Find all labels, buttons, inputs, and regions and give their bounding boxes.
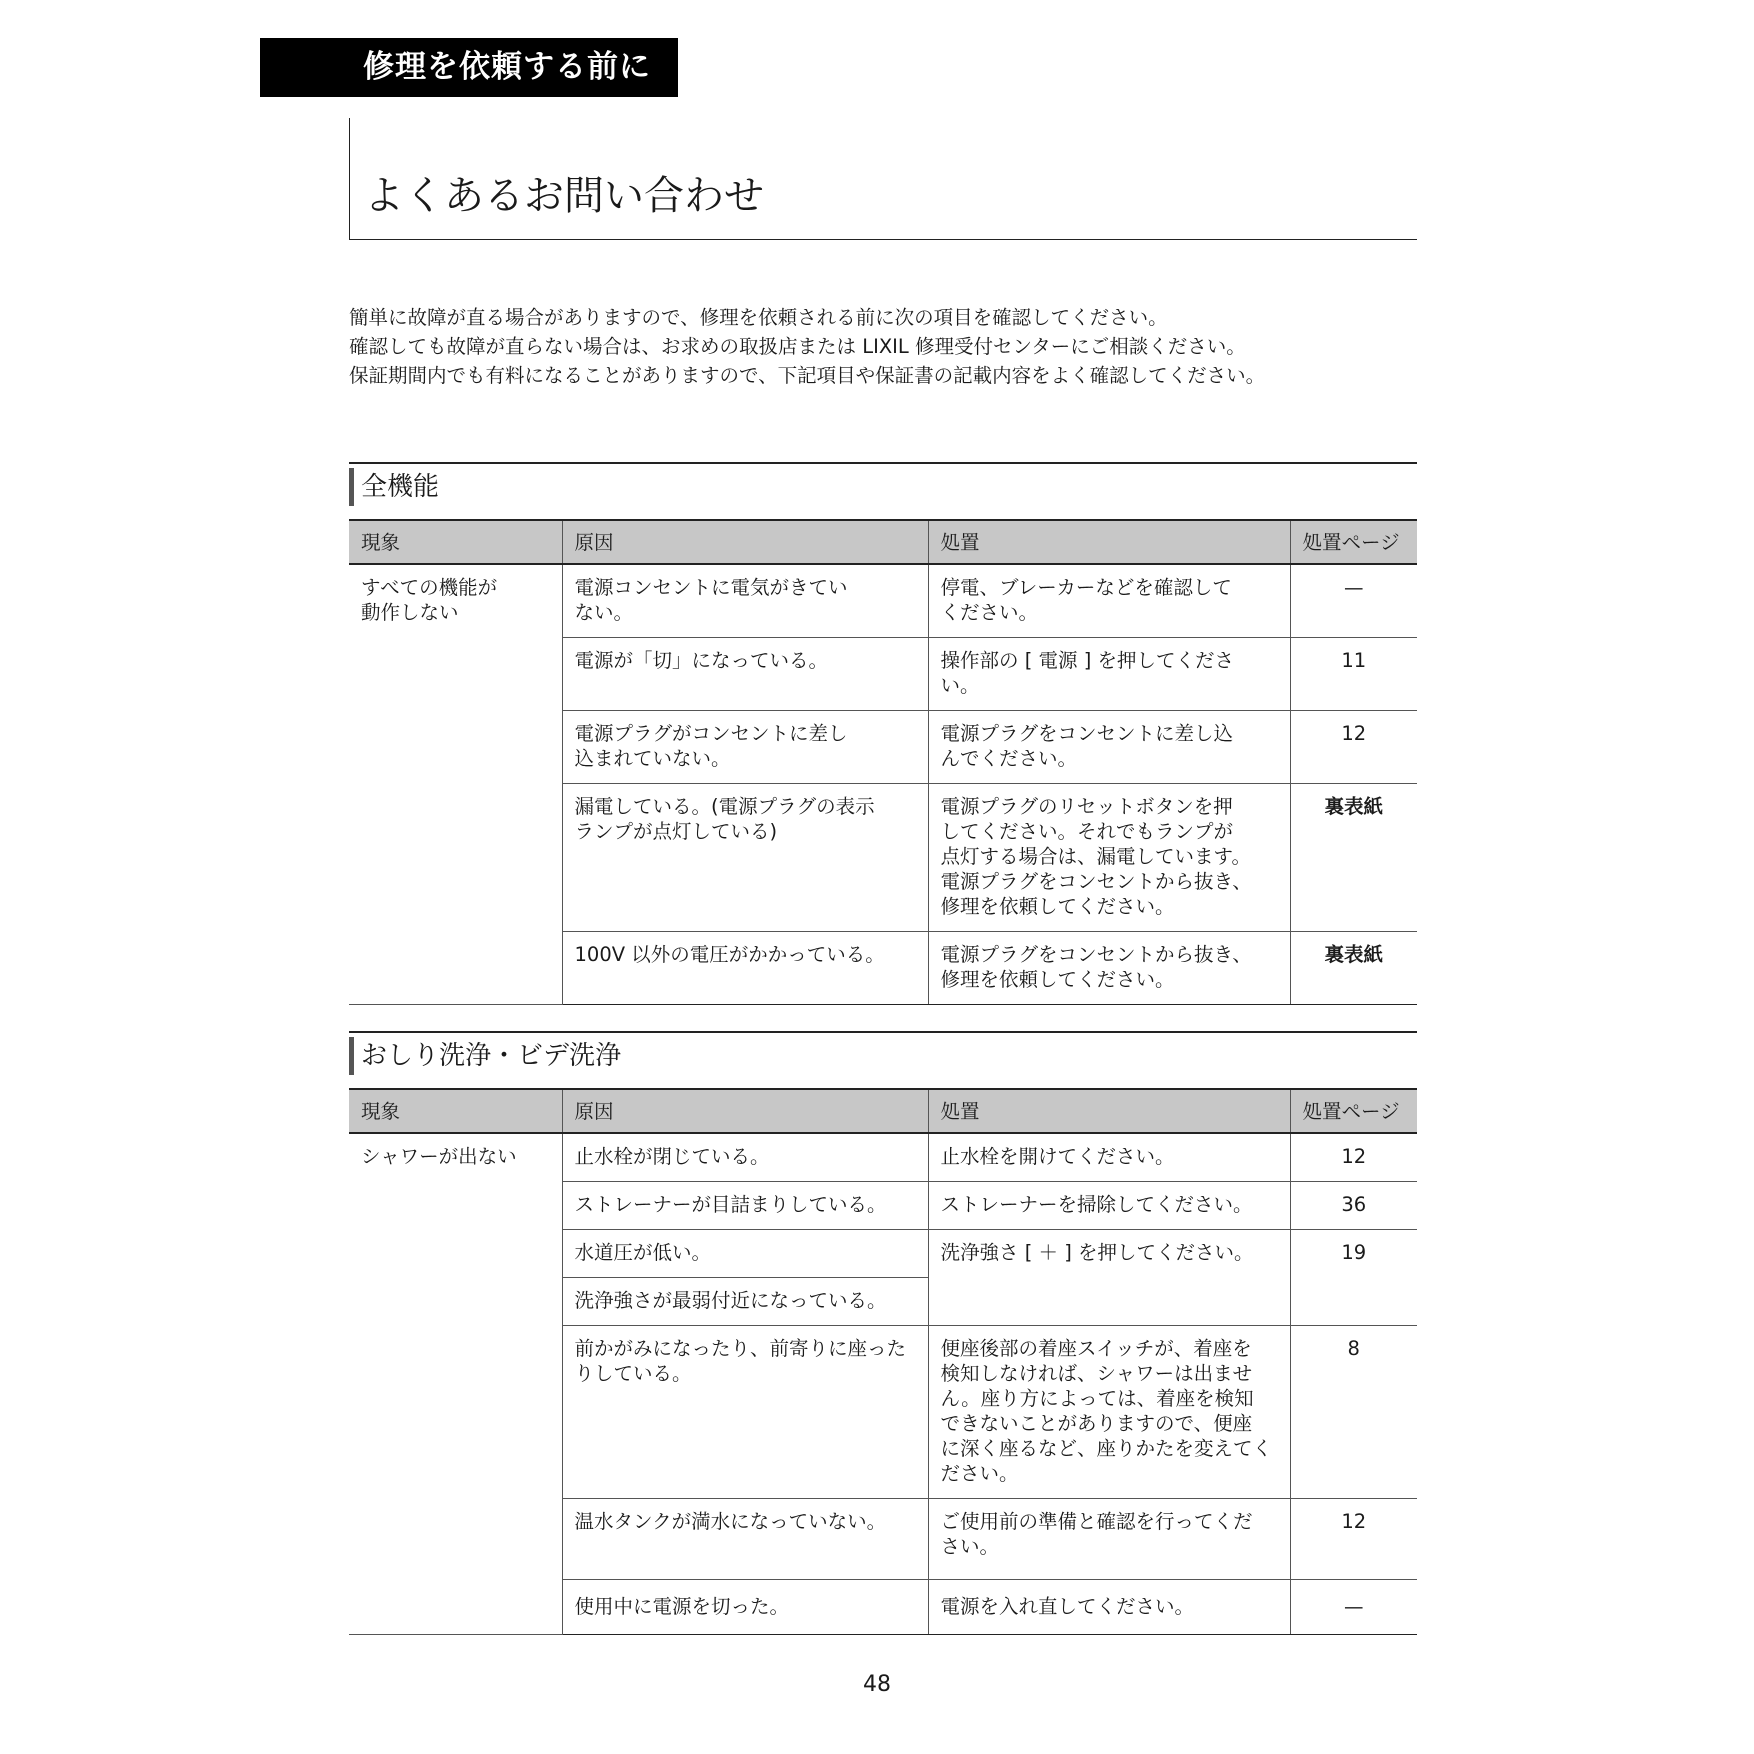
header-cause: 原因 <box>562 520 928 564</box>
header-remedy: 処置 <box>928 1089 1290 1133</box>
remedy-cell: 操作部の [ 電源 ] を押してくださ い。 <box>928 638 1290 711</box>
page-ref-cell: 11 <box>1290 638 1417 711</box>
cause-cell: 100V 以外の電圧がかかっている。 <box>562 932 928 1005</box>
remedy-cell: 洗浄強さ [ ＋ ] を押してください。 <box>928 1230 1290 1326</box>
intro-line: 確認しても故障が直らない場合は、お求めの取扱店または LIXIL 修理受付センターにご相談ください。 <box>349 335 1246 358</box>
page-ref-cell: 12 <box>1290 1499 1417 1580</box>
cause-cell: 水道圧が低い。 <box>562 1230 928 1278</box>
remedy-cell: 電源プラグをコンセントに差し込 んでください。 <box>928 711 1290 784</box>
cause-cell: ストレーナーが目詰まりしている。 <box>562 1182 928 1230</box>
heading-accent-bar <box>349 1037 354 1075</box>
intro-line: 保証期間内でも有料になることがありますので、下記項目や保証書の記載内容をよく確認してください。 <box>349 364 1266 387</box>
faq-table-all-functions <box>349 519 1417 1005</box>
cause-cell: 漏電している。(電源プラグの表示 ランプが点灯している) <box>562 784 928 932</box>
header-symptom: 現象 <box>349 520 562 564</box>
page-ref-cell: 36 <box>1290 1182 1417 1230</box>
section-heading-label: おしり洗浄・ビデ洗浄 <box>361 1041 622 1071</box>
symptom-cell: シャワーが出ない <box>349 1133 562 1635</box>
section-heading-washing <box>349 1031 1417 1081</box>
remedy-cell: 電源プラグをコンセントから抜き、 修理を依頼してください。 <box>928 932 1290 1005</box>
page-title: よくあるお問い合わせ <box>364 173 764 219</box>
intro-text <box>349 303 1417 390</box>
table-row <box>349 1133 1417 1182</box>
table-header-row <box>349 1089 1417 1133</box>
section-heading-label: 全機能 <box>361 472 440 502</box>
remedy-cell: ストレーナーを掃除してください。 <box>928 1182 1290 1230</box>
cause-cell: 使用中に電源を切った。 <box>562 1580 928 1635</box>
section-tab: 修理を依頼する前に <box>260 38 678 97</box>
cause-cell: 電源が「切」になっている。 <box>562 638 928 711</box>
header-symptom: 現象 <box>349 1089 562 1133</box>
page-ref-cell: — <box>1290 564 1417 638</box>
page-ref-cell: 裏表紙 <box>1290 932 1417 1005</box>
cause-cell: 電源プラグがコンセントに差し 込まれていない。 <box>562 711 928 784</box>
page-ref-cell: 8 <box>1290 1326 1417 1499</box>
page-ref-cell: 裏表紙 <box>1290 784 1417 932</box>
cause-cell: 前かがみになったり、前寄りに座った りしている。 <box>562 1326 928 1499</box>
header-cause: 原因 <box>562 1089 928 1133</box>
symptom-cell: すべての機能が 動作しない <box>349 564 562 1005</box>
header-remedy: 処置 <box>928 520 1290 564</box>
remedy-cell: 便座後部の着座スイッチが、着座を 検知しなければ、シャワーは出ませ ん。座り方によっては、着座を検知 できないことがありますので、便座 に深く座るなど、座りかたを変えてく ださい。 <box>928 1326 1290 1499</box>
remedy-cell: 停電、ブレーカーなどを確認して ください。 <box>928 564 1290 638</box>
page-ref-cell: — <box>1290 1580 1417 1635</box>
heading-accent-bar <box>349 468 354 506</box>
cause-cell: 温水タンクが満水になっていない。 <box>562 1499 928 1580</box>
intro-line: 簡単に故障が直る場合がありますので、修理を依頼される前に次の項目を確認してください。 <box>349 306 1168 329</box>
header-page: 処置ページ <box>1290 1089 1417 1133</box>
page-number: 48 <box>863 1672 891 1697</box>
table-row <box>349 564 1417 638</box>
remedy-cell: 止水栓を開けてください。 <box>928 1133 1290 1182</box>
faq-table-washing <box>349 1088 1417 1635</box>
page-ref-cell: 12 <box>1290 711 1417 784</box>
table-header-row <box>349 520 1417 564</box>
page-ref-cell: 19 <box>1290 1230 1417 1326</box>
remedy-cell: 電源を入れ直してください。 <box>928 1580 1290 1635</box>
header-page: 処置ページ <box>1290 520 1417 564</box>
cause-cell: 電源コンセントに電気がきてい ない。 <box>562 564 928 638</box>
cause-cell: 止水栓が閉じている。 <box>562 1133 928 1182</box>
cause-cell: 洗浄強さが最弱付近になっている。 <box>562 1278 928 1326</box>
remedy-cell: ご使用前の準備と確認を行ってくだ さい。 <box>928 1499 1290 1580</box>
page-ref-cell: 12 <box>1290 1133 1417 1182</box>
title-block <box>349 118 1417 240</box>
section-heading-all-functions <box>349 462 1417 512</box>
remedy-cell: 電源プラグのリセットボタンを押 してください。それでもランプが 点灯する場合は、漏電しています。 電源プラグをコンセントから抜き、 修理を依頼してください。 <box>928 784 1290 932</box>
